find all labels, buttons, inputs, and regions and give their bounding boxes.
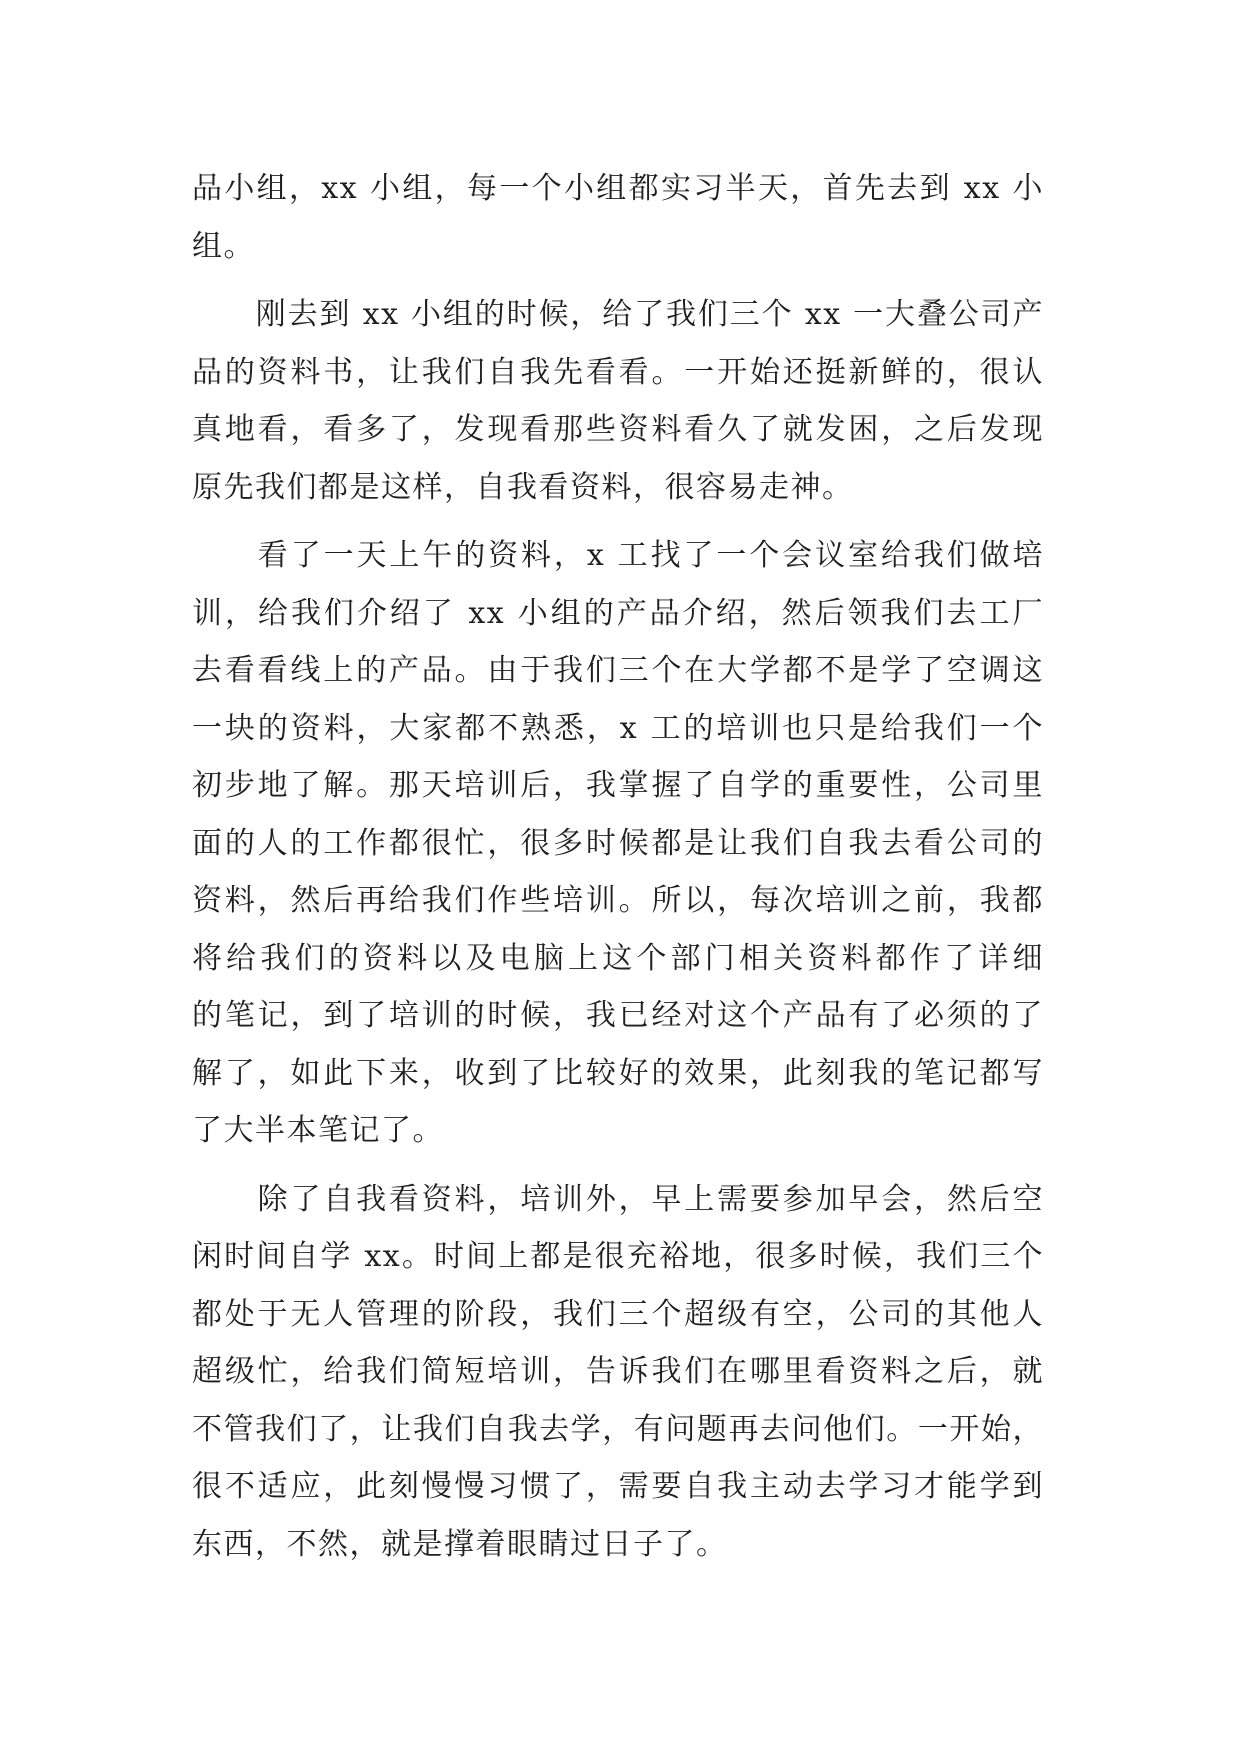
- text-line: 刚去到 xx 小组的时候，给了我们三个 xx 一大叠公司产: [192, 297, 1044, 332]
- text-line: 将给我们的资料以及电脑上这个部门相关资料都作了详细: [192, 940, 1044, 976]
- document-body: [192, 160, 1044, 1573]
- text-line: 品小组，xx 小组，每一个小组都实习半天，首先去到 xx 小: [192, 171, 1044, 206]
- paragraph-2: [192, 286, 1044, 516]
- text-line: 品的资料书，让我们自我先看看。一开始还挺新鲜的，很认: [192, 354, 1044, 390]
- text-line: 组。: [192, 228, 255, 264]
- text-line: 了大半本笔记了。: [192, 1113, 444, 1148]
- text-line: 都处于无人管理的阶段，我们三个超级有空，公司的其他人: [192, 1296, 1044, 1332]
- text-line: 真地看，看多了，发现看那些资料看久了就发困，之后发现: [192, 412, 1044, 447]
- text-line: 面的人的工作都很忙，很多时候都是让我们自我去看公司的: [192, 825, 1044, 861]
- text-line: 训，给我们介绍了 xx 小组的产品介绍，然后领我们去工厂: [192, 595, 1044, 631]
- paragraph-4: [192, 1171, 1044, 1574]
- paragraph-1: [192, 160, 1044, 275]
- text-line: 的笔记，到了培训的时候，我已经对这个产品有了必须的了: [192, 998, 1044, 1033]
- paragraph-3: [192, 527, 1044, 1160]
- text-line: 一块的资料，大家都不熟悉，x 工的培训也只是给我们一个: [192, 710, 1044, 746]
- text-line: 去看看线上的产品。由于我们三个在大学都不是学了空调这: [192, 653, 1044, 688]
- text-line: 看了一天上午的资料，x 工找了一个会议室给我们做培: [192, 538, 1044, 573]
- text-line: 东西，不然，就是撑着眼睛过日子了。: [192, 1526, 728, 1562]
- text-line: 闲时间自学 xx。时间上都是很充裕地，很多时候，我们三个: [192, 1239, 1044, 1274]
- text-line: 原先我们都是这样，自我看资料，很容易走神。: [192, 469, 854, 505]
- text-line: 除了自我看资料，培训外，早上需要参加早会，然后空: [192, 1181, 1044, 1217]
- text-line: 超级忙，给我们简短培训，告诉我们在哪里看资料之后，就: [192, 1354, 1044, 1389]
- text-line: 解了，如此下来，收到了比较好的效果，此刻我的笔记都写: [192, 1055, 1044, 1091]
- text-line: 初步地了解。那天培训后，我掌握了自学的重要性，公司里: [192, 768, 1044, 803]
- text-line: 很不适应，此刻慢慢习惯了，需要自我主动去学习才能学到: [192, 1469, 1044, 1504]
- text-line: 不管我们了，让我们自我去学，有问题再去问他们。一开始，: [192, 1411, 1044, 1447]
- text-line: 资料，然后再给我们作些培训。所以，每次培训之前，我都: [192, 883, 1044, 918]
